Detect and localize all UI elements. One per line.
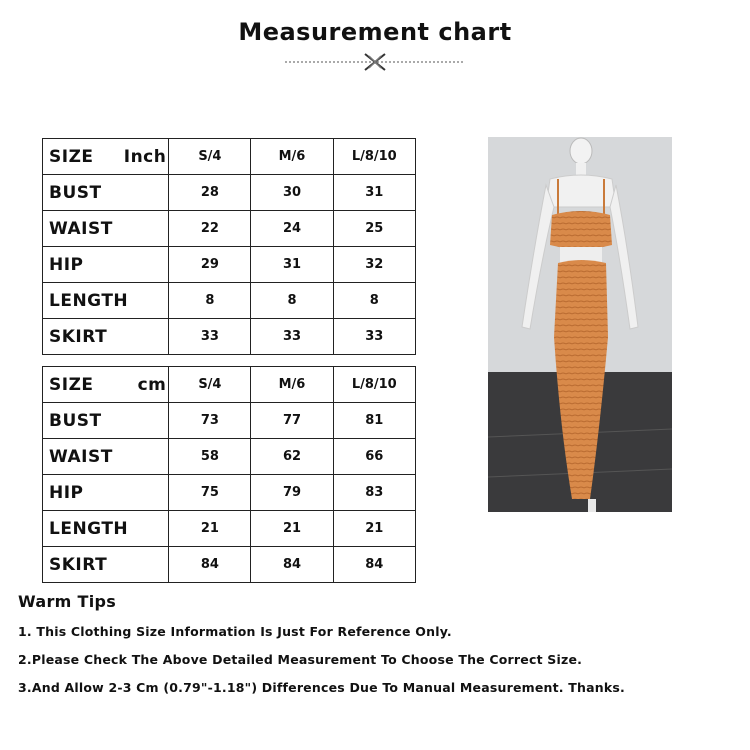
table-cell: 21	[169, 511, 251, 547]
table-row	[43, 247, 416, 283]
table-row	[43, 175, 416, 211]
table-cell: 24	[251, 211, 333, 247]
table-cell: 33	[251, 319, 333, 355]
table-cell: 58	[169, 439, 251, 475]
table-cell: 31	[333, 175, 415, 211]
table-cell: 77	[251, 403, 333, 439]
row-label: HIP	[43, 247, 169, 283]
tip-item: 1. This Clothing Size Information Is Just For Reference Only.	[18, 624, 452, 639]
table-cell: 79	[251, 475, 333, 511]
table-header-row	[43, 367, 416, 403]
table-row	[43, 439, 416, 475]
table-cell: 8	[251, 283, 333, 319]
row-label: WAIST	[43, 211, 169, 247]
inch-size-table	[42, 138, 416, 355]
table-cell: 31	[251, 247, 333, 283]
size-column-header: L/8/10	[333, 367, 415, 403]
size-header-cell	[43, 139, 169, 175]
page-title: Measurement chart	[238, 18, 512, 46]
table-cell: 83	[333, 475, 415, 511]
table-cell: 8	[169, 283, 251, 319]
unit-label: Inch	[123, 146, 167, 167]
row-label: BUST	[43, 175, 169, 211]
table-cell: 29	[169, 247, 251, 283]
size-column-header: M/6	[251, 367, 333, 403]
row-label: SKIRT	[43, 547, 169, 583]
bow-divider-icon	[285, 50, 465, 74]
table-row	[43, 475, 416, 511]
size-column-header: M/6	[251, 139, 333, 175]
row-label: BUST	[43, 403, 169, 439]
table-cell: 8	[333, 283, 415, 319]
row-label: WAIST	[43, 439, 169, 475]
warm-tips-heading: Warm Tips	[18, 592, 117, 611]
table-cell: 22	[169, 211, 251, 247]
table-row	[43, 511, 416, 547]
table-cell: 81	[333, 403, 415, 439]
table-cell: 33	[169, 319, 251, 355]
table-cell: 84	[169, 547, 251, 583]
table-cell: 84	[333, 547, 415, 583]
table-cell: 84	[251, 547, 333, 583]
table-cell: 28	[169, 175, 251, 211]
table-cell: 25	[333, 211, 415, 247]
cm-size-table	[42, 366, 416, 583]
table-row	[43, 403, 416, 439]
row-label: LENGTH	[43, 511, 169, 547]
table-cell: 21	[333, 511, 415, 547]
product-photo	[488, 137, 672, 512]
row-label: SKIRT	[43, 319, 169, 355]
size-header-cell	[43, 367, 169, 403]
row-label: HIP	[43, 475, 169, 511]
table-cell: 75	[169, 475, 251, 511]
size-column-header: L/8/10	[333, 139, 415, 175]
table-cell: 32	[333, 247, 415, 283]
table-cell: 21	[251, 511, 333, 547]
table-row	[43, 547, 416, 583]
table-cell: 33	[333, 319, 415, 355]
table-header-row	[43, 139, 416, 175]
table-row	[43, 283, 416, 319]
table-row	[43, 211, 416, 247]
size-column-header: S/4	[169, 139, 251, 175]
tip-item: 3.And Allow 2-3 Cm (0.79"-1.18") Differences Due To Manual Measurement. Thanks.	[18, 680, 625, 695]
row-label: LENGTH	[43, 283, 169, 319]
size-column-header: S/4	[169, 367, 251, 403]
table-row	[43, 319, 416, 355]
table-cell: 30	[251, 175, 333, 211]
table-cell: 62	[251, 439, 333, 475]
tip-item: 2.Please Check The Above Detailed Measurement To Choose The Correct Size.	[18, 652, 583, 667]
size-label: SIZE	[49, 374, 94, 395]
table-cell: 66	[333, 439, 415, 475]
unit-label: cm	[137, 374, 167, 395]
table-cell: 73	[169, 403, 251, 439]
size-label: SIZE	[49, 146, 94, 167]
